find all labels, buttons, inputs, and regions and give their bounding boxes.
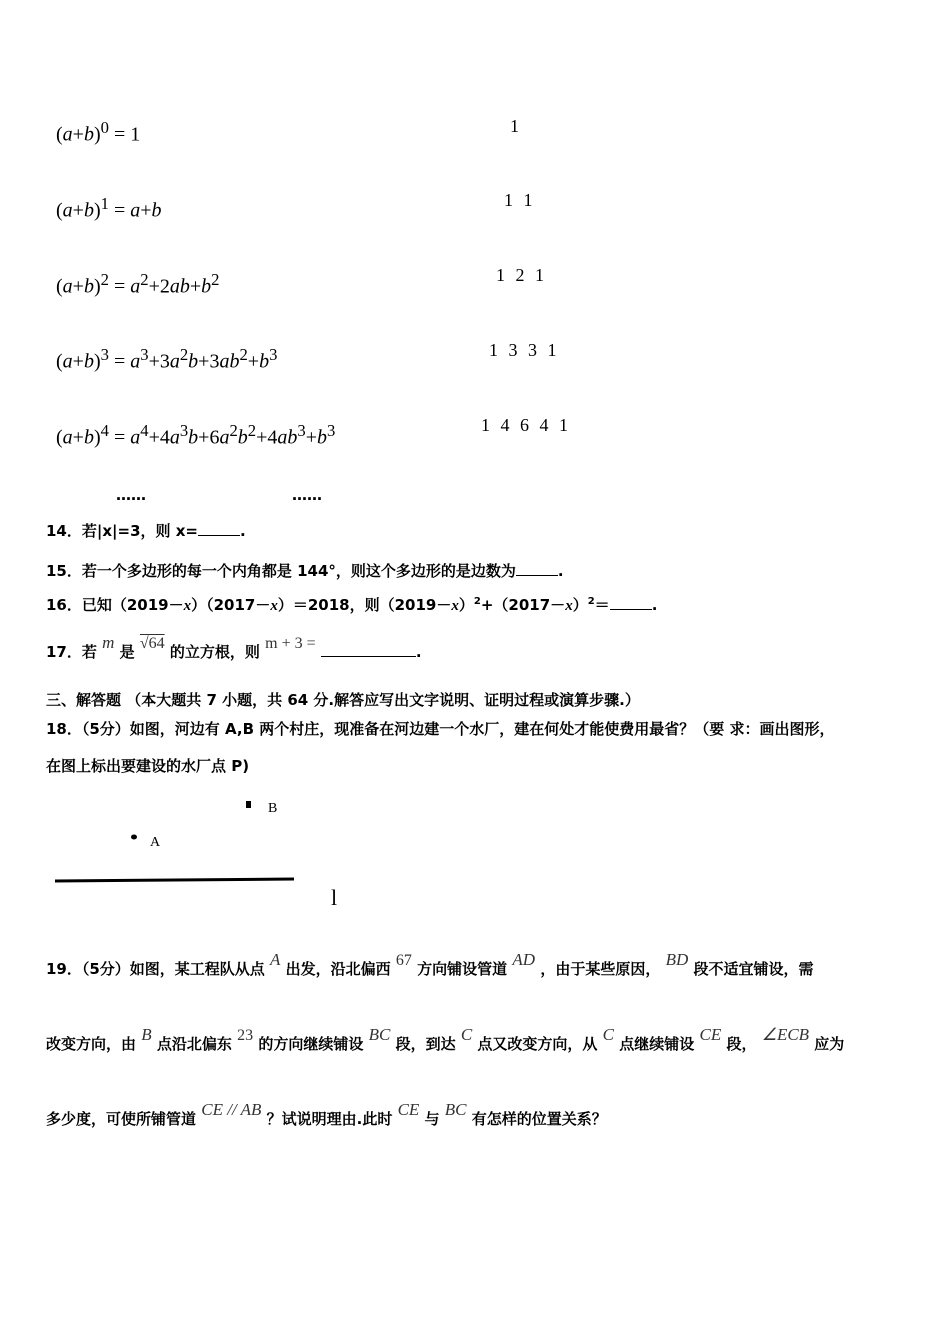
q17-pre: 17．若 bbox=[46, 643, 97, 661]
binomial-formula-2: $(a+b)^2 = a^2+2ab+b^2$ bbox=[56, 270, 220, 298]
q19-seg-ce: CE bbox=[699, 1025, 722, 1044]
q19-line-2 bbox=[46, 1025, 845, 1054]
q16-var-x4: x bbox=[565, 598, 573, 614]
q19-t12: 段， bbox=[726, 1035, 757, 1053]
q19-t5: 段不适宜铺设，需 bbox=[693, 960, 814, 978]
q16-exp-2: 2 bbox=[587, 596, 595, 607]
q19-t15: ？试说明理由.此时 bbox=[266, 1110, 393, 1128]
river-line bbox=[55, 879, 294, 881]
q17-sqrt-64: √64 bbox=[139, 635, 165, 652]
q19-t4: ，由于某些原因， bbox=[540, 960, 661, 978]
q16-part-c: ）＝2018，则（2019－ bbox=[277, 596, 452, 614]
q19-seg-bc: BC bbox=[368, 1025, 391, 1044]
q19-t16: 与 bbox=[424, 1110, 440, 1128]
q16-part-b: ）（2017－ bbox=[191, 596, 271, 614]
q15-end: . bbox=[557, 562, 564, 580]
pascal-row-4: 1 4 6 4 1 bbox=[481, 415, 571, 435]
ellipsis-right: …… bbox=[292, 486, 322, 504]
point-a-label: A bbox=[150, 835, 161, 850]
q19-point-b: B bbox=[141, 1025, 152, 1044]
binomial-formula-4: $(a+b)^4 = a^4+4a^3b+6a^2b^2+4ab^3+b^3$ bbox=[56, 421, 336, 449]
q16-var-x3: x bbox=[451, 598, 459, 614]
q19-t7: 点沿北偏东 bbox=[156, 1035, 232, 1053]
q14-end: . bbox=[239, 522, 246, 540]
point-a-marker bbox=[131, 835, 137, 840]
q16-part-e: +（2017－ bbox=[480, 596, 566, 614]
q14-answer-blank[interactable] bbox=[198, 535, 240, 536]
q19-t13: 应为 bbox=[814, 1035, 845, 1053]
point-b-label: B bbox=[268, 801, 278, 816]
point-b-marker bbox=[246, 801, 251, 808]
q19-angle-ecb: ∠ECB bbox=[761, 1025, 810, 1044]
q19-t9: 段，到达 bbox=[395, 1035, 456, 1053]
q19-angle-67: 67 bbox=[395, 952, 412, 969]
binomial-formula-3: $(a+b)^3 = a^3+3a^2b+3ab^2+b^3$ bbox=[56, 345, 278, 373]
q19-t17: 有怎样的位置关系？ bbox=[471, 1110, 607, 1128]
binomial-formula-1: $(a+b)^1 = a+b$ bbox=[56, 194, 162, 222]
q19-t8: 的方向继续铺设 bbox=[258, 1035, 364, 1053]
q17-var-m: m bbox=[102, 633, 115, 652]
q16-var-x2: x bbox=[270, 598, 278, 614]
pascal-row-2: 1 2 1 bbox=[496, 265, 547, 285]
q16-part-f: ） bbox=[572, 596, 588, 614]
q18-figure bbox=[0, 790, 400, 915]
q17-mid: 的立方根，则 bbox=[169, 643, 260, 661]
q17-is: 是 bbox=[119, 643, 135, 661]
question-16 bbox=[46, 594, 657, 615]
pascal-row-0: 1 bbox=[510, 116, 522, 136]
q19-t1: 19．（5分）如图，某工程队从点 bbox=[46, 960, 265, 978]
question-14 bbox=[46, 520, 246, 541]
q19-t3: 方向铺设管道 bbox=[417, 960, 508, 978]
q18-line-2: 在图上标出要建设的水厂点 P) bbox=[46, 757, 250, 775]
q17-answer-blank[interactable] bbox=[321, 656, 416, 657]
q19-seg-bd: BD bbox=[665, 950, 689, 969]
q19-t11: 点继续铺设 bbox=[619, 1035, 695, 1053]
q16-exp-1: 2 bbox=[473, 596, 481, 607]
q16-part-a: 16．已知（2019－ bbox=[46, 596, 184, 614]
q19-parallel-expr: CE // AB bbox=[201, 1100, 262, 1119]
q19-line-1 bbox=[46, 950, 814, 979]
q19-point-c-1: C bbox=[460, 1025, 473, 1044]
q18-line-1: 18．（5分）如图，河边有 A,B 两个村庄，现准备在河边建一个水厂，建在何处才能使费用最省？（要 求：画出图形， bbox=[46, 720, 835, 738]
question-15 bbox=[46, 560, 564, 581]
q15-answer-blank[interactable] bbox=[516, 575, 558, 576]
ellipsis-left: …… bbox=[116, 486, 146, 504]
q19-seg-bc-2: BC bbox=[444, 1100, 467, 1119]
q16-part-d: ） bbox=[458, 596, 474, 614]
q19-t2: 出发，沿北偏西 bbox=[285, 960, 391, 978]
pascal-row-3: 1 3 3 1 bbox=[489, 340, 560, 360]
q19-line-3 bbox=[46, 1100, 607, 1129]
q17-expression: m + 3 = bbox=[265, 635, 316, 652]
q16-end: . bbox=[651, 596, 658, 614]
q14-text: 14．若|x|=3，则 x= bbox=[46, 522, 198, 540]
q19-t14: 多少度，可使所铺管道 bbox=[46, 1110, 197, 1128]
binomial-formula-0: $(a+b)^0 = 1$ bbox=[56, 118, 141, 146]
q19-point-c-2: C bbox=[602, 1025, 614, 1044]
q16-answer-blank[interactable] bbox=[610, 609, 652, 610]
q19-angle-23: 23 bbox=[237, 1027, 254, 1044]
question-17 bbox=[46, 633, 422, 662]
section-3-header: 三、解答题 （本大题共 7 小题，共 64 分.解答应写出文字说明、证明过程或演算步骤.） bbox=[46, 691, 640, 709]
q19-seg-ad: AD bbox=[512, 950, 536, 969]
pascal-row-1: 1 1 bbox=[504, 190, 536, 210]
q17-end: . bbox=[415, 643, 422, 661]
river-label: l bbox=[331, 885, 338, 910]
q19-point-a: A bbox=[270, 950, 281, 969]
q19-t6: 改变方向，由 bbox=[46, 1035, 137, 1053]
q19-seg-ce-2: CE bbox=[397, 1100, 420, 1119]
q15-text: 15．若一个多边形的每一个内角都是 144°，则这个多边形的是边数为 bbox=[46, 562, 516, 580]
q19-t10: 点又改变方向，从 bbox=[477, 1035, 598, 1053]
q16-part-g: ＝ bbox=[594, 596, 610, 614]
q16-var-x1: x bbox=[183, 598, 192, 614]
